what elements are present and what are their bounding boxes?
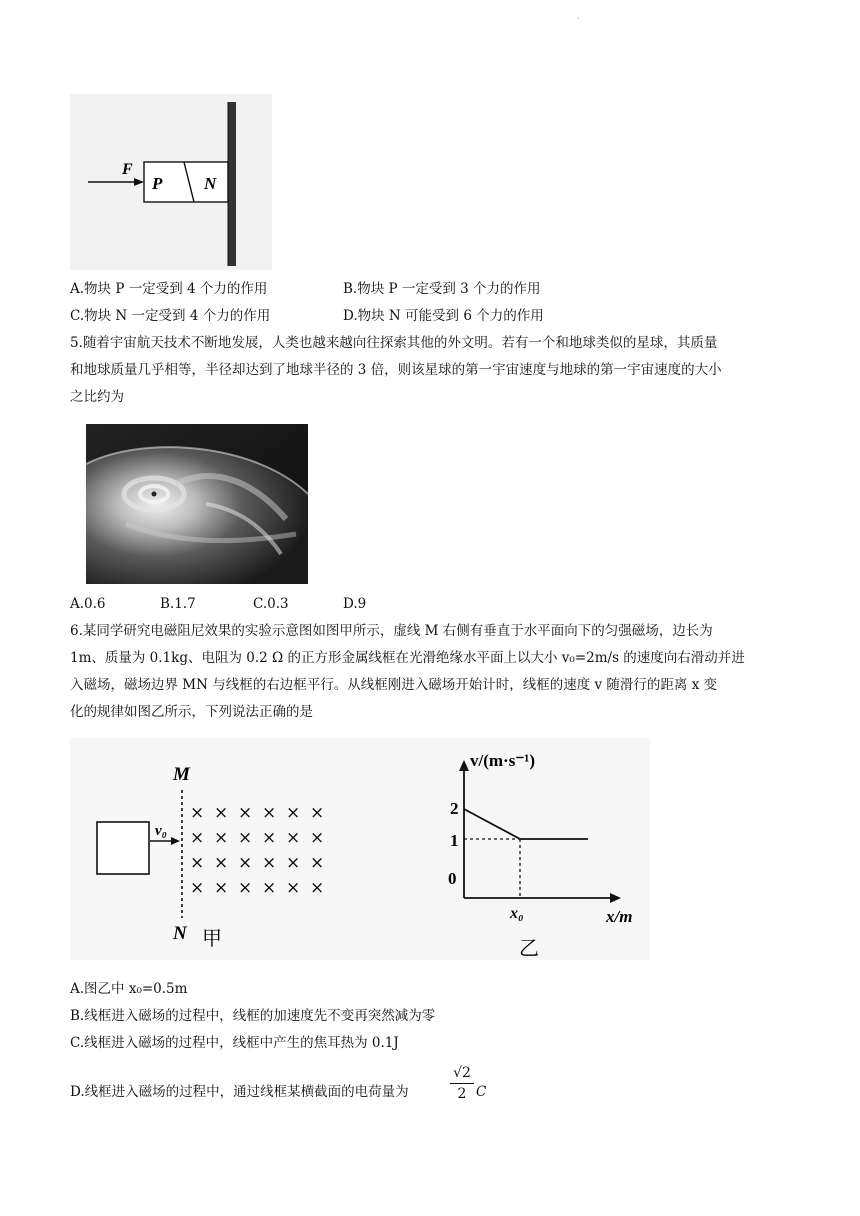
field-cross: ×: [310, 828, 325, 848]
figure-yi: [448, 751, 632, 960]
header-dot: ·: [577, 14, 580, 23]
field-cross: ×: [190, 853, 205, 873]
q5-option-a: A.0.6: [70, 596, 106, 612]
yi-x0-label: x₀: [510, 905, 524, 922]
field-cross: ×: [262, 878, 277, 898]
v0-label: v₀: [155, 823, 167, 839]
q4-option-d: D.物块 N 可能受到 6 个力的作用: [343, 308, 544, 324]
field-cross: ×: [238, 828, 253, 848]
field-cross: ×: [238, 878, 253, 898]
q4-option-b: B.物块 P 一定受到 3 个力的作用: [343, 281, 541, 297]
field-cross: ×: [190, 828, 205, 848]
field-cross: ×: [286, 878, 301, 898]
yi-tick-2: 2: [450, 799, 459, 818]
figure-jia: [97, 764, 324, 950]
charge-unit: C: [476, 1084, 487, 1100]
figure-blocks-wall: [70, 94, 272, 270]
field-cross: ×: [238, 803, 253, 823]
q5-stem-line-3: 之比约为: [70, 389, 124, 405]
q4-option-a: A.物块 P 一定受到 4 个力的作用: [70, 281, 268, 297]
field-cross: ×: [286, 853, 301, 873]
q6-stem-line-1: 6.某同学研究电磁阻尼效果的实验示意图如图甲所示，虚线 M 右侧有垂直于水平面向下的匀强磁场，边长为: [70, 623, 713, 639]
field-cross: ×: [286, 803, 301, 823]
field-cross: ×: [310, 853, 325, 873]
figure-planet-photo: [86, 424, 308, 584]
field-cross: ×: [214, 828, 229, 848]
q6-stem-line-4: 化的规律如图乙所示，下列说法正确的是: [70, 704, 313, 720]
q5-stem-line-1: 5.随着宇宙航天技术不断地发展，人类也越来越向往探索其他的外文明。若有一个和地球类似的星球，其质量: [70, 335, 718, 351]
boundary-n-label: N: [173, 923, 187, 944]
yi-origin: 0: [448, 869, 457, 888]
fraction-denominator: 2: [457, 1086, 467, 1102]
field-cross: ×: [214, 878, 229, 898]
caption-jia: 甲: [202, 926, 222, 950]
field-cross: ×: [238, 853, 253, 873]
q5-option-d: D.9: [343, 596, 367, 612]
figure-magnetic-damping: [70, 738, 650, 960]
field-cross: ×: [310, 878, 325, 898]
boundary-m-label: M: [173, 764, 190, 785]
field-cross: ×: [262, 803, 277, 823]
field-cross: ×: [214, 803, 229, 823]
caption-yi: 乙: [519, 936, 539, 960]
q6-stem-line-3: 入磁场，磁场边界 MN 与线框的右边框平行。从线框刚进入磁场开始计时，线框的速度 v 随滑行的距离 x 变: [70, 677, 718, 693]
q6-option-a: A.图乙中 x₀=0.5m: [70, 981, 188, 997]
q6-stem-line-2: 1m、质量为 0.1kg、电阻为 0.2 Ω 的正方形金属线框在光滑绝缘水平面上以大小 v₀=2m/s 的速度向右滑动并进: [70, 650, 745, 666]
field-cross: ×: [190, 803, 205, 823]
yi-tick-1: 1: [450, 831, 459, 850]
q5-stem-line-2: 和地球质量几乎相等，半径却达到了地球半径的 3 倍，则该星球的第一宇宙速度与地球的第一宇宙速度的大小: [70, 362, 722, 378]
q6-option-d: D.线框进入磁场的过程中，通过线框某横截面的电荷量为: [70, 1084, 409, 1100]
q6-option-b: B.线框进入磁场的过程中，线框的加速度先不变再突然减为零: [70, 1008, 436, 1024]
q4-option-c: C.物块 N 一定受到 4 个力的作用: [70, 308, 271, 324]
field-cross: ×: [262, 853, 277, 873]
q5-option-c: C.0.3: [253, 596, 289, 612]
block-p-label: P: [152, 174, 163, 193]
charge-fraction: [448, 1064, 476, 1103]
field-cross: ×: [214, 853, 229, 873]
q5-option-b: B.1.7: [160, 596, 196, 612]
block-n-label: N: [204, 174, 217, 193]
field-cross: ×: [310, 803, 325, 823]
yi-xlabel: x/m: [606, 907, 633, 926]
q6-option-c: C.线框进入磁场的过程中，线框中产生的焦耳热为 0.1J: [70, 1035, 399, 1051]
field-cross: ×: [286, 828, 301, 848]
field-cross: ×: [190, 878, 205, 898]
force-label: F: [122, 161, 133, 178]
fraction-numerator: √2: [453, 1065, 471, 1081]
yi-ylabel: v/(m·s⁻¹): [470, 751, 536, 770]
field-cross: ×: [262, 828, 277, 848]
